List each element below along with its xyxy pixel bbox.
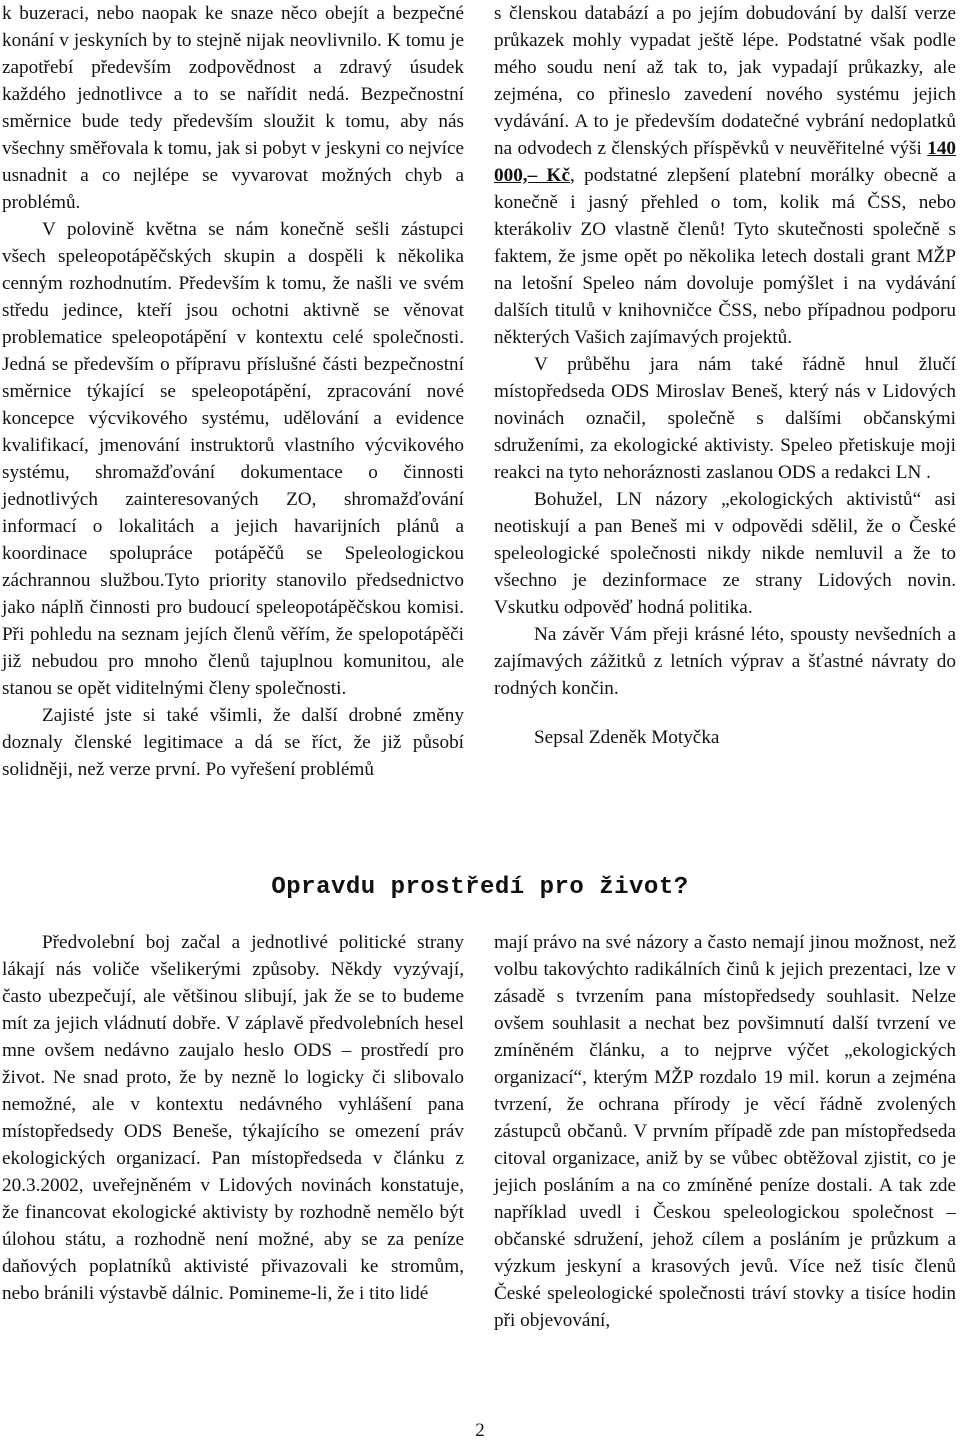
page-number: 2 <box>475 1420 485 1441</box>
amount-highlight: 140 000,– Kč <box>494 138 956 186</box>
signature: Sepsal Zdeněk Motyčka <box>534 727 720 748</box>
article-right-column <box>494 929 956 1334</box>
paragraph: V průběhu jara nám také řádně hnul žlučí místopředseda ODS Miroslav Beneš, který nás v Lidových novinách označil, společně s dalšími občanskými sdruženími, za ekologické aktivisty. Speleo přetiskuje moji reakci na tyto nehoráznosti zaslanou ODS a redakci LN . <box>494 354 956 483</box>
paragraph: Předvolební boj začal a jednotlivé politické strany lákají nás voliče všelikerými způsoby. Někdy vyzývají, často ubezpečují, ale většinou slibují, jak že se to budeme mít za jejich vládnutí dobře. V záplavě předvolebních hesel mne ovšem nedávno zaujalo heslo ODS – prostředí pro život. Ne snad proto, že by nezně lo logicky či slibovalo nemožné, ale v kontextu nedávného vyhlášení pana místopředsedy ODS Beneše, týkajícího se omezení práv ekologických organizací. Pan místopředseda v článku z 20.3.2002, uveřejněném v Lidových novinách konstatuje, že financovat ekologické aktivisty by rozhodně nemělo být úlohou státu, a rozhodně není možné, aby se za peníze daňových poplatníků aktivisté přivazovali ke stromům, nebo bránili výstavbě dálnic. Pomineme-li, že i tito lidé <box>2 932 464 1304</box>
paragraph: k buzeraci, nebo naopak ke snaze něco obejít a bezpečné konání v jeskyních by to stejně nijak neovlivnilo. K tomu je zapotřebí především zodpovědnost a zdravý úsudek každého jednotlivce a to se nařídit nedá. Bezpečnostní směrnice bude tedy především sloužit k tomu, aby nás všechny směřovala k tomu, jak si pobyt v jeskyni co nejvíce usnadnit a co nejlépe se vyvarovat možných chyb a problémů. <box>2 3 464 213</box>
article-title: Opravdu prostředí pro život? <box>271 874 689 901</box>
text-run: s členskou databází a po jejím dobudování by další verze průkazek mohly vypadat ještě lépe. Podstatné však podle mého soudu není až tak to, jak vypadají průkazky, ale zejména, co přineslo zavedení nového systému jejich vydávání. A to je především dodatečné vybrání nedoplatků na odvodech z členských příspěvků v neuvěřitelné výši <box>494 3 956 159</box>
paragraph <box>494 0 956 351</box>
paragraph: V polovině května se nám konečně sešli zástupci všech speleopotápěčských skupin a dospěli k několika cenným rozhodnutím. Především k tomu, že našli ve svém středu jedince, kteří jsou ochotni aktivně se věnovat problematice speleopotápění v kontextu celé společnosti. Jedná se především o přípravu příslušné části bezpečnostní směrnice týkající se speleopotápění, zpracování nové koncepce výcvikového systému, udělování a evidence kvalifikací, jmenování instruktorů vlastního výcvikového systému, shromažďování dokumentace o činnosti jednotlivých zainteresovaných ZO, shromažďování informací o lokalitách a jejich havarijních plánů a koordinace spolupráce potápěčů se Speleologickou záchrannou službou.Tyto priority stanovilo předsednictvo jako náplň činnosti pro budoucí speleopotápěčskou komisi. Při pohledu na seznam jejích členů věřím, že spelopotápěči již nebudou pro mnoho členů tajuplnou komunitou, ale stanou se opět viditelnými členy společnosti. <box>2 219 464 699</box>
paragraph: mají právo na své názory a často nemají jinou možnost, než volbu takovýchto radikálních činů k jejich prezentaci, lze v zásadě s tvrzením pana místopředsedy souhlasit. Nelze ovšem souhlasit a nechat bez povšimnutí další tvrzení ve zmíněném článku, a to nejprve výčet „ekologických organizací“, kterým MŽP rozdalo 19 mil. korun a zejména tvrzení, že ochrana přírody je věcí řádně zvolených zástupců občanů. V prvním případě zde pan místopředseda citoval organizace, aniž by se vůbec obtěžoval zjistit, co je jejich posláním a na co zmíněné peníze dostali. A tak zde například uvedl i Českou speleologickou společnost – občanské sdružení, jehož cílem a posláním je průzkum a výzkum jeskyní a krasových jevů. Více než tisíc členů České speleologické společnosti tráví stovky a tisíce hodin při objevování, <box>494 932 956 1331</box>
paragraph: Zajisté jste si také všimli, že další drobné změny doznaly členské legitimace a dá se říct, že již působí solidněji, než verze první. Po vyřešení problémů <box>2 705 464 780</box>
top-left-column <box>2 0 464 783</box>
text-run: , podstatné zlepšení platební morálky obecně a konečně i jasný přehled o tom, kolik má ČSS, nebo kterákoliv ZO vlastně členů! Tyto skutečnosti společně s faktem, že jsme opět po několika letech dostali grant MŽP na letošní Speleo nám dovoluje pomýšlet i na vydávání dalších titulů v knihovničce ČSS, nebo případnou podporu některých Vašich zajímavých projektů. <box>494 165 956 348</box>
paragraph: Na závěr Vám přeji krásné léto, spousty nevšedních a zajímavých zážitků z letních výprav a šťastné návraty do rodných končin. <box>494 624 956 699</box>
top-right-column <box>494 0 956 751</box>
paragraph: Bohužel, LN názory „ekologických aktivistů“ asi neotiskují a pan Beneš mi v odpovědi sdělil, že o České speleologické společnosti nikdy nikde nemluvil a že to všechno je dezinformace ze strany Lidových novin. Vskutku odpověď hodná politika. <box>494 489 956 618</box>
article-left-column <box>2 929 464 1307</box>
